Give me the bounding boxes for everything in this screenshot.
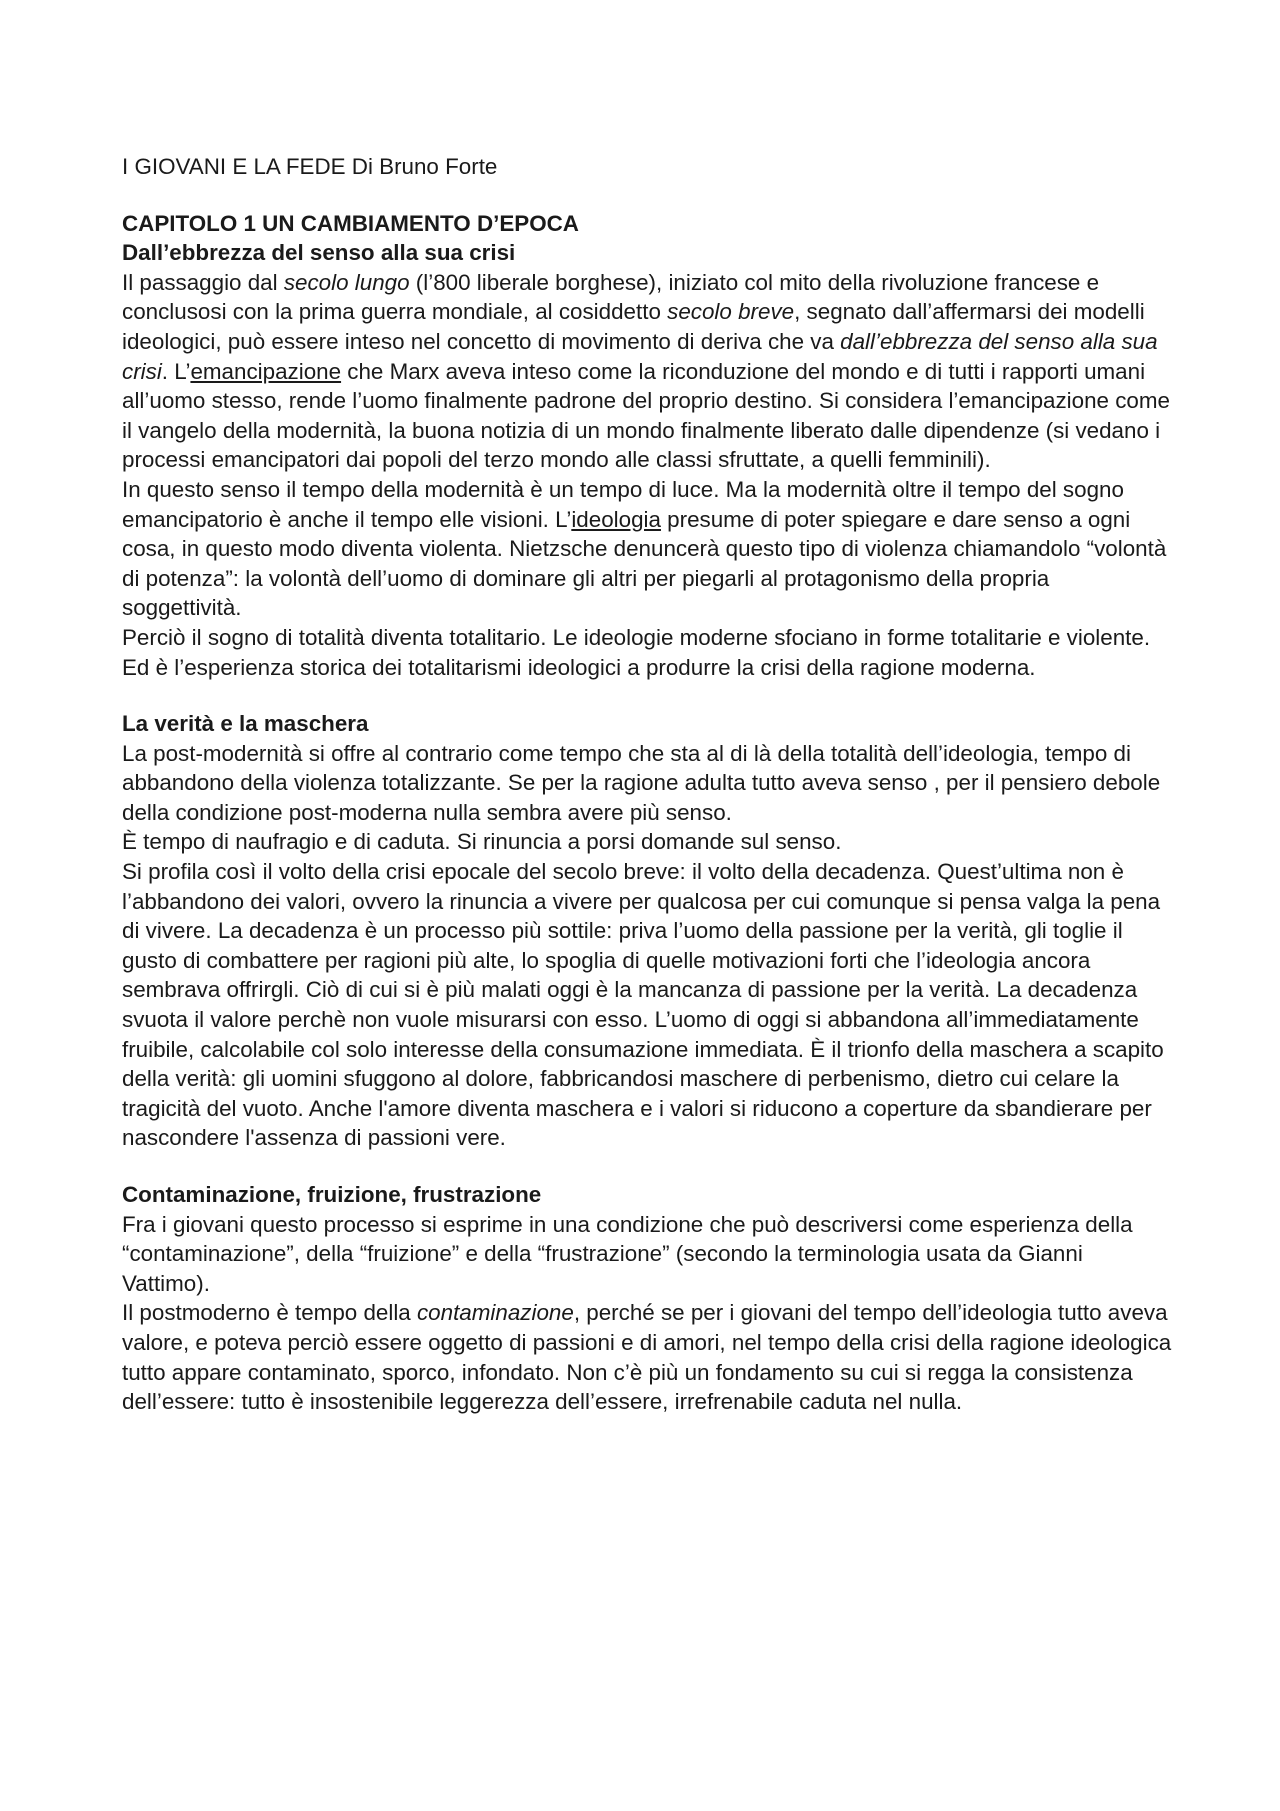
paragraph: [122, 268, 1172, 475]
text-run: , perché se per i giovani del tempo dell’ideologia tutto aveva valore, e poteva perciò essere oggetto di passioni e di amori, nel tempo della crisi della ragione ideologica tutto appare contaminato, sporco, infondato. Non c’è più un fondamento su cui si regga la consistenza dell’essere: tutto è insostenibile leggerezza dell’essere, irrefrenabile caduta nel nulla.: [122, 1300, 1172, 1415]
text-run: Il passaggio dal: [122, 269, 284, 295]
paragraph: Perciò il sogno di totalità diventa totalitario. Le ideologie moderne sfociano in forme totalitarie e violente.: [122, 624, 1151, 650]
section-heading: Dall’ebbrezza del senso alla sua crisi: [122, 240, 516, 266]
paragraph: [122, 475, 1172, 623]
section-heading: La verità e la maschera: [122, 711, 369, 737]
italic-term: dall’ebbrezza del senso alla sua crisi: [122, 328, 1158, 384]
paragraph: Ed è l’esperienza storica dei totalitarismi ideologici a produrre la crisi della ragione moderna.: [122, 654, 1036, 680]
text-run: (l’800 liberale borghese), iniziato col mito della rivoluzione francese e conclusosi con la prima guerra mondiale, al cosiddetto: [122, 269, 1100, 325]
text-run: In questo senso il tempo della modernità è un tempo di luce. Ma la modernità oltre il tempo del sogno emancipatorio è anche il tempo elle visioni. L’: [122, 476, 1124, 532]
paragraph: Si profila così il volto della crisi epocale del secolo breve: il volto della decadenza. Quest’ultima non è l’abbandono dei valori, ovvero la rinuncia a vivere per qualcosa per cui comunque si pensa valga la pena di vivere. La decadenza è un processo più sottile: priva l’uomo della passione per la verità, gli toglie il gusto di combattere per ragioni più alte, lo spoglia di quelle motivazioni forti che l’ideologia ancora sembrava offrirgli. Ciò di cui si è più malati oggi è la mancanza di passione per la verità. La decadenza svuota il valore perchè non vuole misurarsi con esso. L’uomo di oggi si abbandona all’immediatamente fruibile, calcolabile col solo interesse della consumazione immediata. È il trionfo della maschera a scapito della verità: gli uomini sfuggono al dolore, fabbricandosi maschere di perbenismo, dietro cui celare la tragicità del vuoto. Anche l'amore diventa maschera e i valori si riducono a coperture da sbandierare per nascondere l'assenza di passioni vere.: [122, 859, 1164, 1151]
underlined-term: emancipazione: [190, 358, 342, 384]
document-page: [122, 152, 1172, 1444]
paragraph: Fra i giovani questo processo si esprime in una condizione che può descriversi come esperienza della “contaminazione”, della “fruizione” e della “frustrazione” (secondo la terminologia usata da Gianni Vattimo).: [122, 1211, 1133, 1296]
paragraph: [122, 1298, 1172, 1416]
italic-term: secolo lungo: [283, 269, 410, 295]
text-run: . L’: [161, 358, 191, 384]
section-verita-maschera: [122, 709, 1172, 1153]
chapter-title: CAPITOLO 1 UN CAMBIAMENTO D’EPOCA: [122, 210, 579, 236]
section-contaminazione: [122, 1180, 1172, 1417]
text-run: , segnato dall’affermarsi dei modelli ideologici, può essere inteso nel concetto di movimento di deriva che va: [122, 299, 1145, 354]
document-title: I GIOVANI E LA FEDE Di Bruno Forte: [122, 154, 498, 179]
section-heading: Contaminazione, fruizione, frustrazione: [122, 1182, 542, 1207]
text-run: presume di poter spiegare e dare senso a ogni cosa, in questo modo diventa violenta. Nietzsche denuncerà questo tipo di violenza chiamandolo “volontà di potenza”: la volontà dell’uomo di dominare gli altri per piegarli al protagonismo della propria soggettività.: [122, 506, 1167, 621]
text-run: Il postmoderno è tempo della: [122, 1300, 417, 1326]
text-run: che Marx aveva inteso come la riconduzione del mondo e di tutti i rapporti umani all’uomo stesso, rende l’uomo finalmente padrone del proprio destino. Si considera l’emancipazione come il vangelo della modernità, la buona notizia di un mondo finalmente liberato dalle dipendenze (si vedano i processi emancipatori dai popoli del terzo mondo alle classi sfruttate, a quelli femminili).: [122, 358, 1170, 473]
paragraph: È tempo di naufragio e di caduta. Si rinuncia a porsi domande sul senso.: [122, 829, 842, 855]
paragraph: La post-modernità si offre al contrario come tempo che sta al di là della totalità dell’ideologia, tempo di abbandono della violenza totalizzante. Se per la ragione adulta tutto aveva senso , per il pensiero debole della condizione post-moderna nulla sembra avere più senso.: [122, 740, 1161, 825]
italic-term: secolo breve: [667, 299, 795, 325]
section-ebbrezza: [122, 238, 1172, 682]
italic-term: contaminazione: [416, 1300, 574, 1326]
underlined-term: ideologia: [571, 506, 661, 532]
